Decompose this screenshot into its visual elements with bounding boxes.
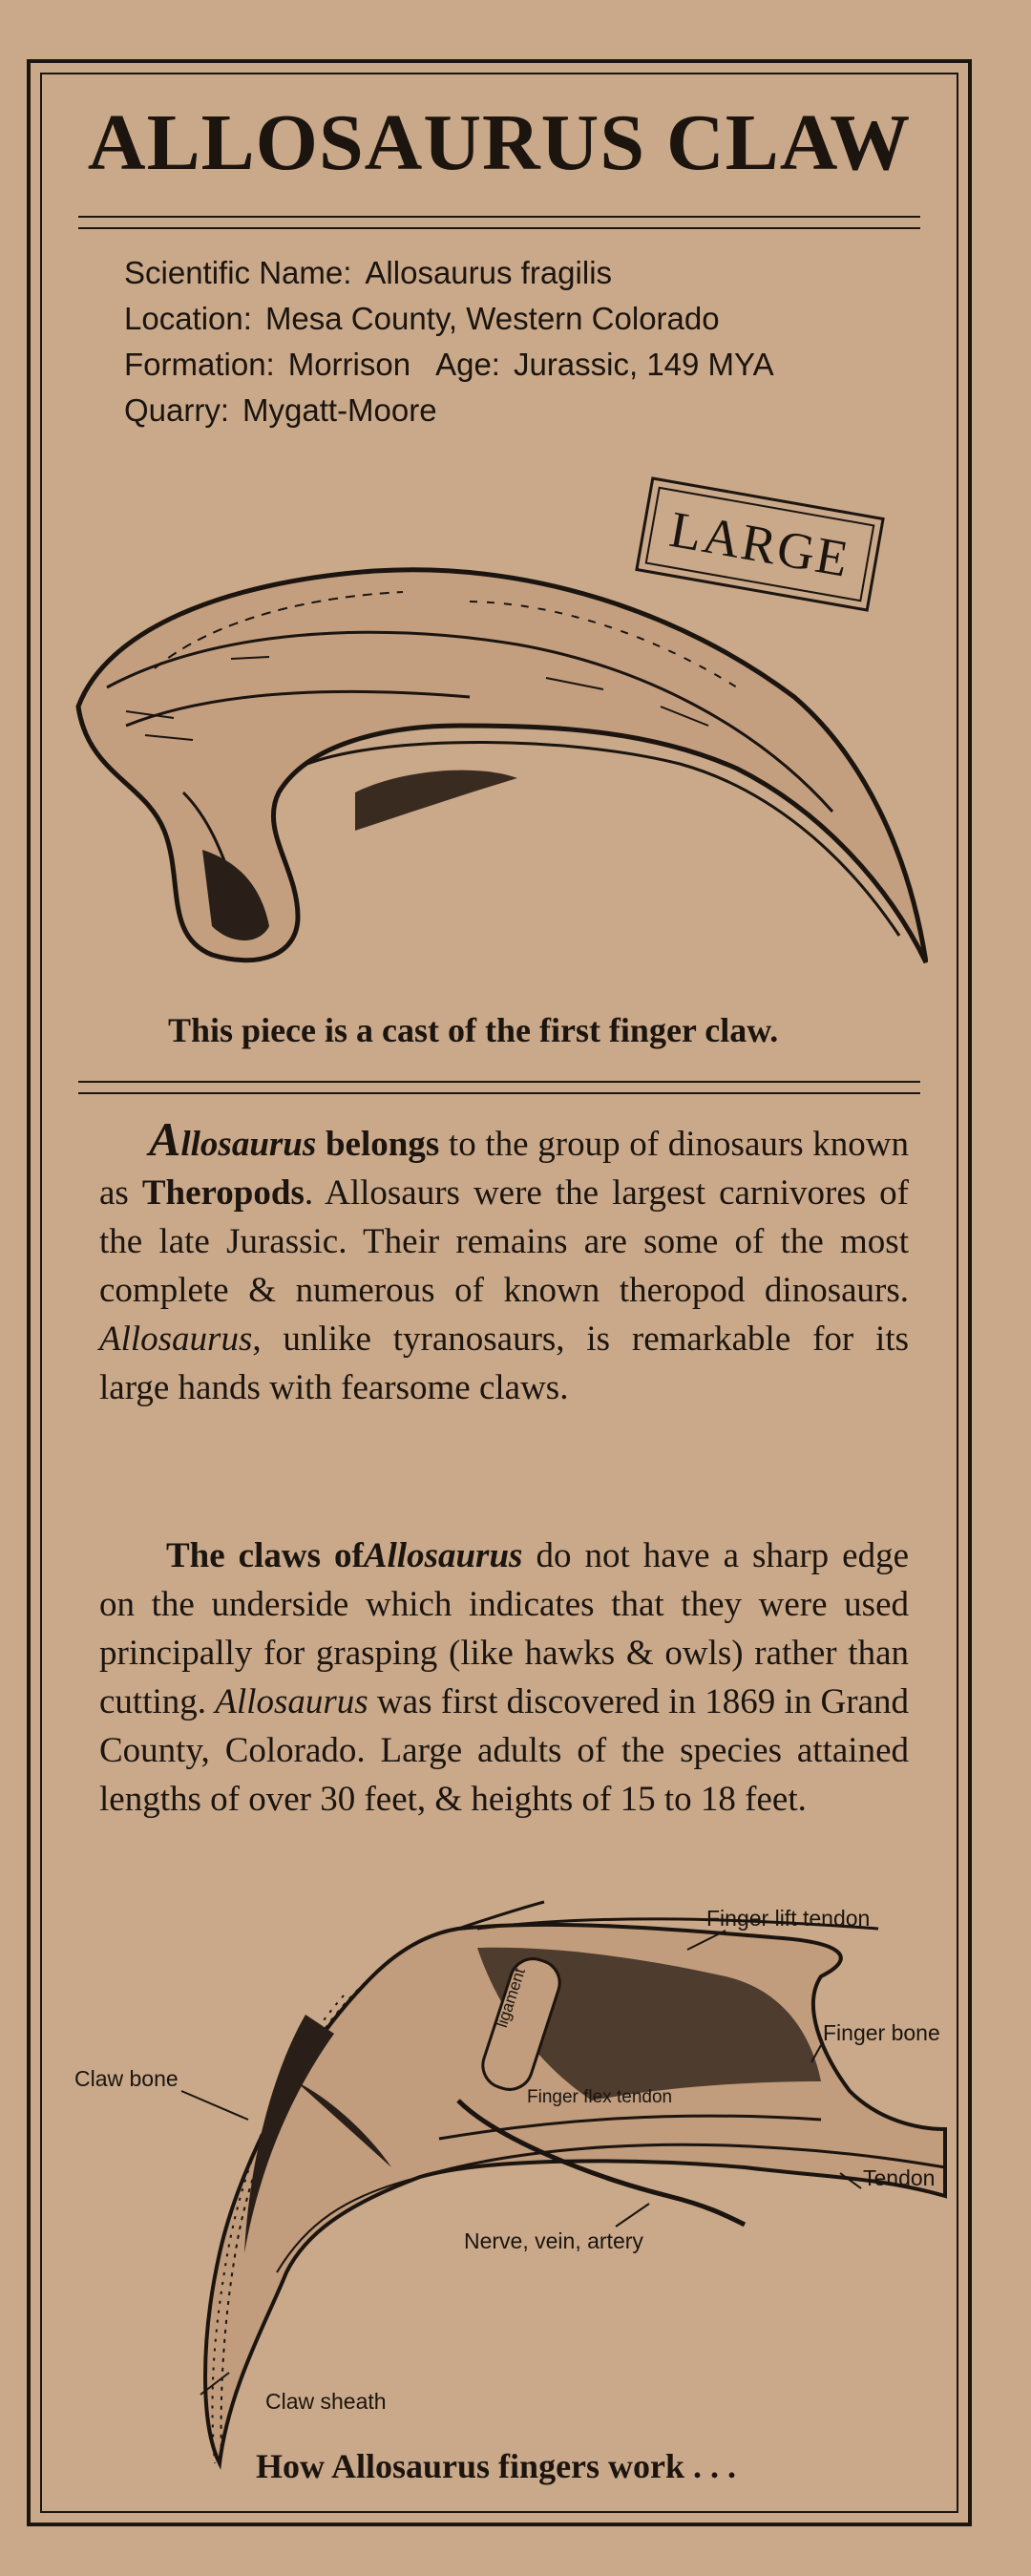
formation-value: Morrison bbox=[287, 347, 411, 382]
title-rule-bottom bbox=[78, 227, 920, 229]
paragraph-claws bbox=[99, 1531, 909, 1824]
top-caption: This piece is a cast of the first finger claw. bbox=[168, 1011, 779, 1049]
para1-text3: , unlike tyranosaurs, is remarkable for its large hands with fearsome claws. bbox=[99, 1320, 909, 1407]
quarry-label: Quarry: bbox=[124, 392, 230, 428]
label-finger-flex-tendon: Finger flex tendon bbox=[527, 2087, 673, 2107]
age-value: Jurassic, 149 MYA bbox=[513, 347, 774, 382]
section-rule-top bbox=[78, 1081, 920, 1083]
location-label: Location: bbox=[124, 301, 252, 336]
paragraph-theropods bbox=[99, 1112, 910, 1412]
location-value: Mesa County, Western Colorado bbox=[264, 301, 720, 336]
label-finger-bone: Finger bone bbox=[823, 2020, 940, 2045]
para1-text1: to the group of dinosaurs known as bbox=[99, 1125, 909, 1213]
specimen-info bbox=[124, 250, 774, 433]
large-stamp-text: LARGE bbox=[645, 487, 875, 602]
age-label: Age: bbox=[435, 347, 500, 382]
para1-text2: . Allosaurs were the largest carnivores of the late Jurassic. Their remains are some of the most complete & numerous of known theropod dinosaurs. bbox=[99, 1173, 910, 1310]
label-ligament: ligament bbox=[493, 1965, 529, 2030]
para1-initial: A bbox=[149, 1112, 181, 1166]
scientific-name-row bbox=[124, 250, 774, 296]
para1-name-italic: Allosaurus bbox=[99, 1320, 253, 1359]
section-rule-bottom bbox=[78, 1092, 920, 1094]
para2-lead: The claws of bbox=[166, 1536, 364, 1575]
formation-row bbox=[124, 342, 774, 388]
para2-text2: was first discovered in 1869 in Grand County, Colorado. Large adults of the species attained lengths of over 30 feet, & heights of 15 to 18 feet. bbox=[99, 1682, 910, 1819]
claw-cast-illustration bbox=[69, 544, 928, 993]
quarry-row bbox=[124, 388, 774, 433]
label-claw-bone: Claw bone bbox=[74, 2066, 179, 2091]
location-row bbox=[124, 296, 774, 342]
scientific-name-value: Allosaurus fragilis bbox=[365, 255, 613, 290]
para1-belongs: belongs bbox=[316, 1125, 440, 1164]
formation-label: Formation: bbox=[124, 347, 275, 382]
para2-name: Allosaurus bbox=[363, 1536, 523, 1575]
label-nerve-vein-artery: Nerve, vein, artery bbox=[464, 2228, 643, 2253]
title-rule-top bbox=[78, 216, 920, 218]
bottom-caption: How Allosaurus fingers work . . . bbox=[256, 2447, 737, 2485]
quarry-value: Mygatt-Moore bbox=[242, 392, 437, 428]
label-finger-lift-tendon: Finger lift tendon bbox=[706, 1906, 871, 1931]
page-title: ALLOSAURUS CLAW bbox=[87, 98, 912, 187]
para1-theropods: Theropods bbox=[141, 1173, 305, 1213]
para2-text1: do not have a sharp edge on the underside which indicates that they were used principally for grasping (like hawks & owls) rather than cutting. bbox=[99, 1536, 909, 1721]
label-claw-sheath: Claw sheath bbox=[265, 2389, 387, 2414]
para1-name: llosaurus bbox=[180, 1125, 317, 1164]
para2-name2: Allosaurus bbox=[215, 1682, 368, 1721]
scientific-name-label: Scientific Name: bbox=[124, 255, 352, 290]
label-tendon: Tendon bbox=[863, 2165, 936, 2190]
